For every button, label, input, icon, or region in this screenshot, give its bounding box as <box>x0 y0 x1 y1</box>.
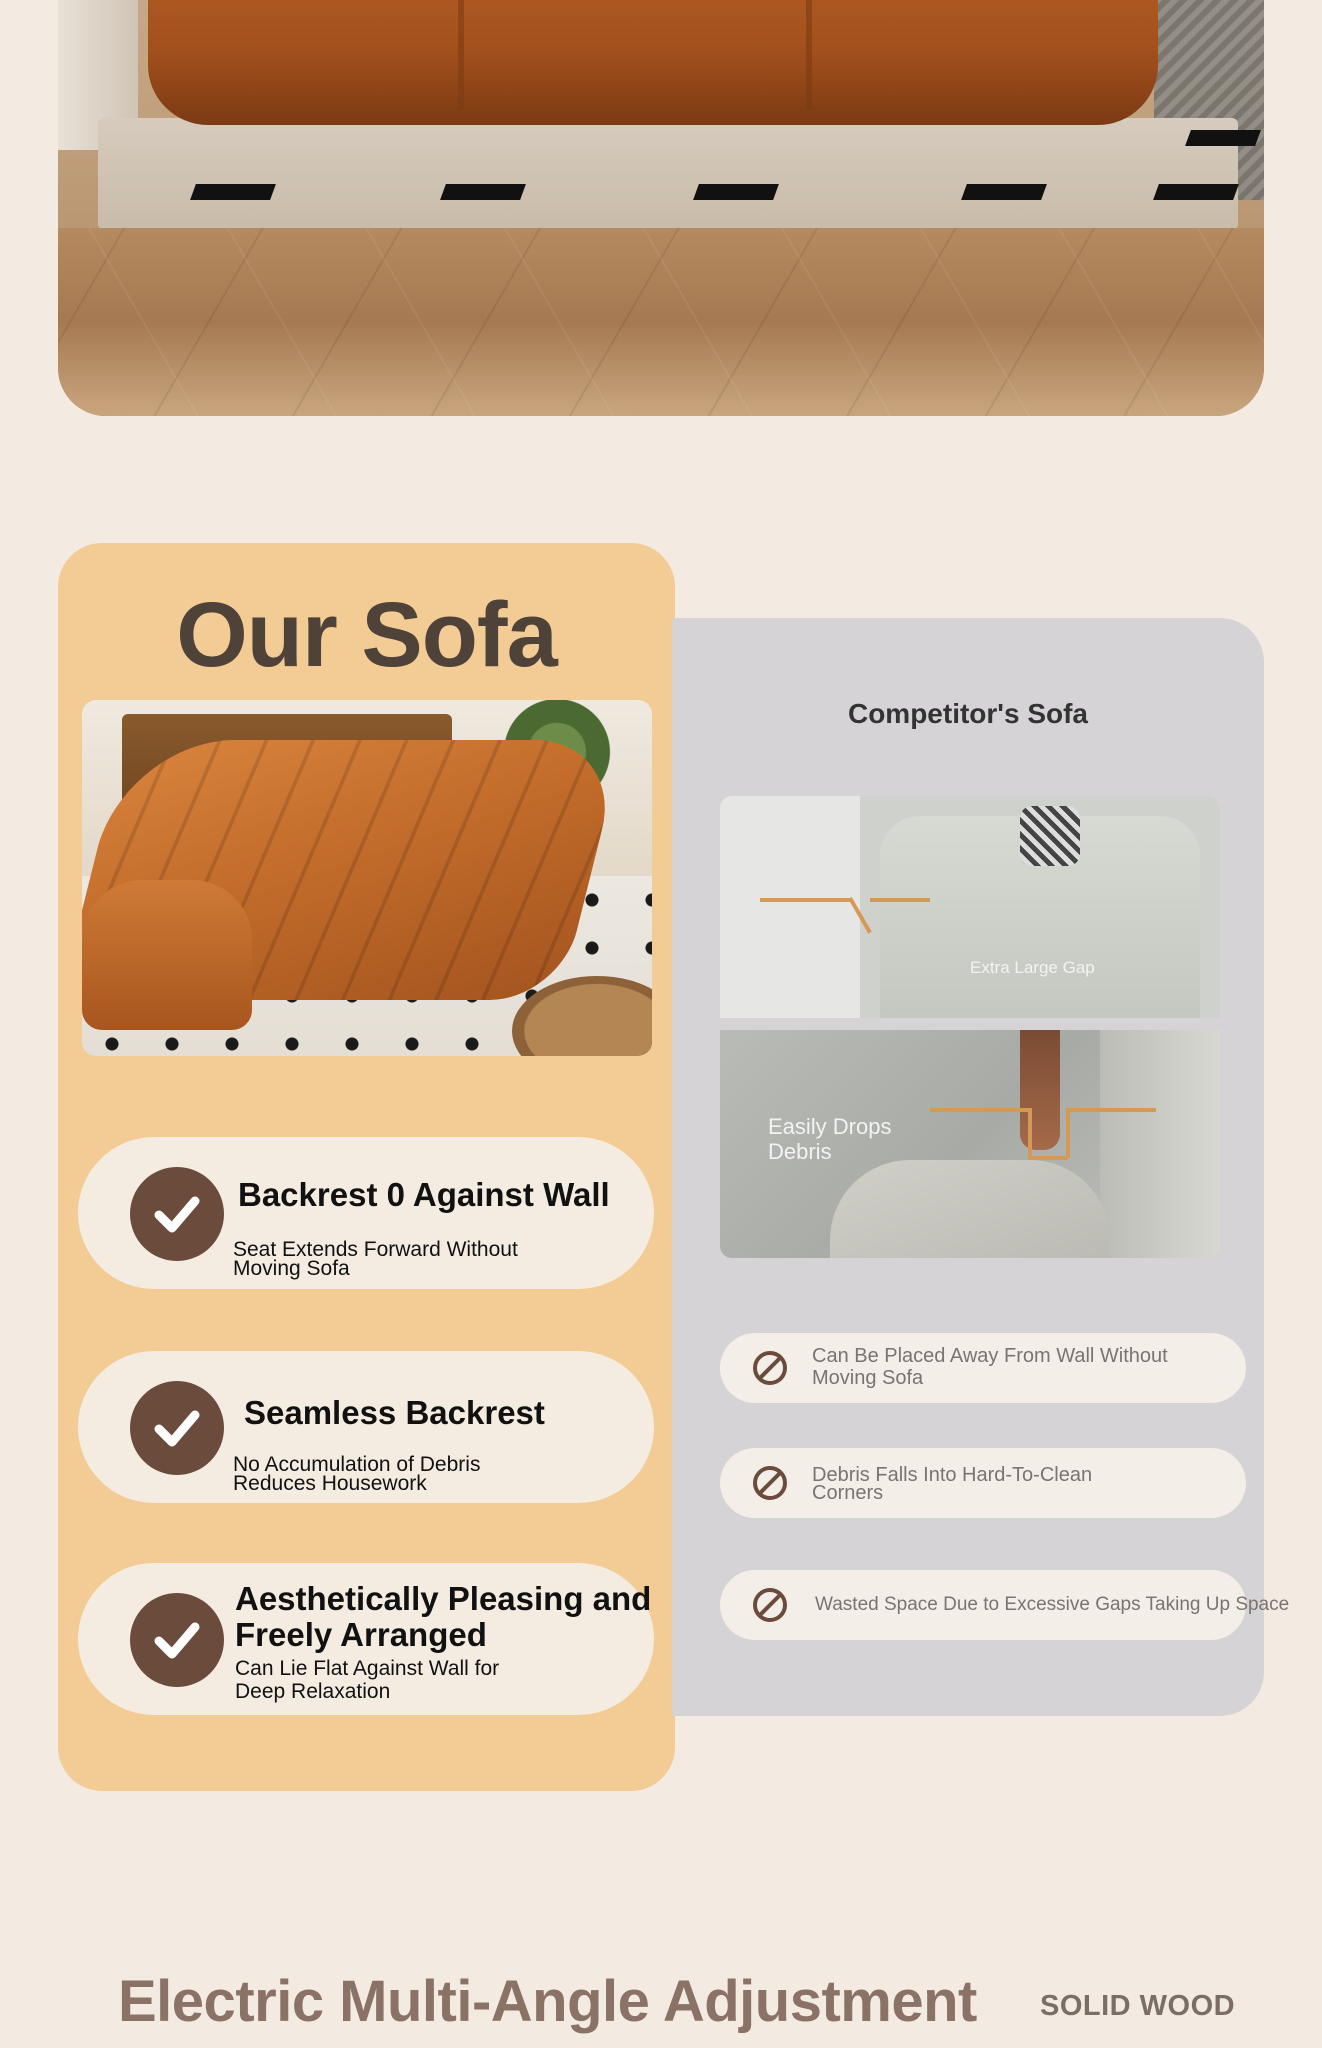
photo-label-line: Debris <box>768 1139 832 1164</box>
hero-wood-floor <box>58 228 1264 416</box>
hero-rug <box>98 118 1238 230</box>
gap-indicator <box>1066 1108 1156 1112</box>
feature-desc: Reduces Housework <box>233 1472 427 1495</box>
photo-pillow <box>1020 806 1080 866</box>
gap-indicator <box>930 1108 1030 1112</box>
photo-cushion <box>830 1160 1110 1258</box>
feature-desc: Seat Extends Forward Without <box>233 1238 518 1261</box>
photo-bag <box>1020 1030 1060 1150</box>
photo-label <box>768 1114 891 1164</box>
rug-pattern <box>1153 184 1239 200</box>
hero-sofa-photo <box>58 0 1264 416</box>
rug-pattern <box>440 184 526 200</box>
feature-backrest-against-wall <box>78 1137 654 1289</box>
gap-indicator <box>1028 1156 1068 1160</box>
our-sofa-photo <box>82 700 652 1056</box>
photo-label: Extra Large Gap <box>970 958 1095 977</box>
feature-aesthetic-arrangement <box>78 1563 654 1715</box>
competitor-point <box>720 1570 1290 1640</box>
gap-indicator <box>848 897 871 934</box>
ban-icon <box>752 1465 788 1501</box>
feature-title: Aesthetically Pleasing and <box>235 1580 652 1617</box>
photo-sofa-arm <box>1100 1030 1220 1258</box>
competitor-point <box>720 1333 1246 1403</box>
competitor-photo-debris <box>720 1030 1220 1258</box>
gap-indicator <box>1028 1108 1032 1158</box>
check-icon <box>130 1167 224 1261</box>
feature-desc: Deep Relaxation <box>235 1680 391 1703</box>
feature-desc: Can Lie Flat Against Wall for <box>235 1657 500 1680</box>
competitor-photo-gap <box>720 796 1220 1018</box>
feature-desc: No Accumulation of Debris <box>233 1453 481 1476</box>
point-text: Can Be Placed Away From Wall Without <box>812 1345 1168 1367</box>
gap-indicator <box>870 898 930 902</box>
our-sofa-title: Our Sofa <box>176 584 557 686</box>
competitor-point <box>720 1448 1246 1518</box>
rug-pattern <box>190 184 276 200</box>
section-tag: SOLID WOOD <box>1040 1990 1236 2022</box>
feature-title: Freely Arranged <box>235 1616 487 1653</box>
feature-title: Seamless Backrest <box>244 1394 545 1431</box>
check-icon <box>130 1593 224 1687</box>
hero-cushion-seam <box>458 0 464 110</box>
feature-title: Backrest 0 Against Wall <box>238 1176 610 1213</box>
photo-label-line: Easily Drops <box>768 1114 892 1139</box>
point-text: Moving Sofa <box>812 1367 924 1389</box>
rug-pattern <box>693 184 779 200</box>
competitor-title: Competitor's Sofa <box>847 698 1088 729</box>
section-headline: Electric Multi-Angle Adjustment <box>118 1969 977 2034</box>
rug-pattern <box>961 184 1047 200</box>
feature-desc: Moving Sofa <box>233 1257 350 1280</box>
our-sofa-card <box>58 543 675 1791</box>
check-icon <box>130 1381 224 1475</box>
hero-sofa-base <box>148 0 1158 125</box>
ban-icon <box>752 1587 788 1623</box>
feature-seamless-backrest <box>78 1351 654 1503</box>
gap-indicator <box>1066 1108 1070 1158</box>
point-text: Wasted Space Due to Excessive Gaps Taking Up Space <box>815 1594 1290 1615</box>
rug-pattern <box>1185 130 1261 146</box>
hero-cushion-seam <box>806 0 812 110</box>
competitor-sofa-card <box>672 618 1290 1716</box>
ban-icon <box>752 1350 788 1386</box>
photo-sofa-arm <box>82 880 252 1030</box>
point-text: Debris Falls Into Hard-To-Clean <box>812 1464 1093 1486</box>
point-text: Corners <box>812 1482 884 1504</box>
gap-indicator <box>760 898 850 902</box>
